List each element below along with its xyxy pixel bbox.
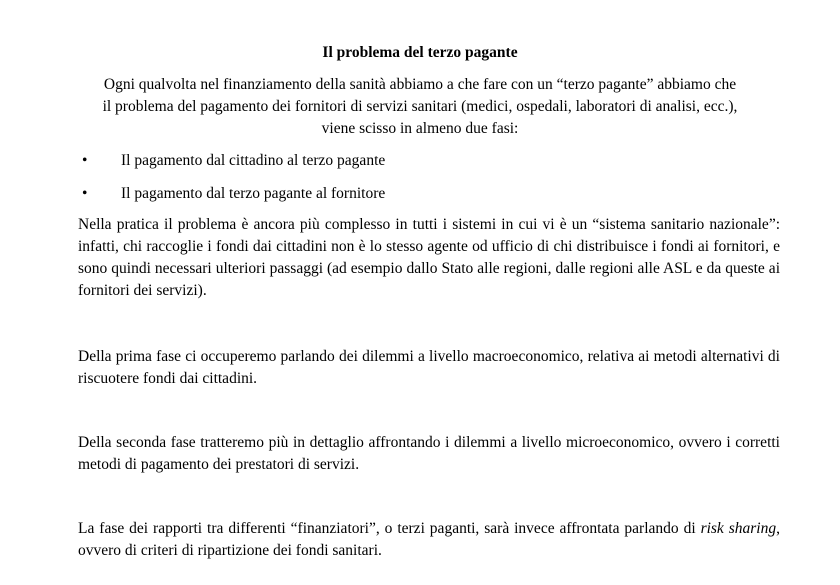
page-title: Il problema del terzo pagante (322, 44, 518, 61)
paragraph-ssn: Nella pratica il problema è ancora più complesso in tutti i sistemi in cui vi è un “sistema sanitario nazionale”: infatti, chi raccoglie i fondi dai cittadini non è lo stesso agente od ufficio di chi distribuisce i fondi ai fornitori, e sono quindi necessari ulteriori passaggi (ad esempio dallo Stato alle regioni, dalle regioni alle ASL e da queste ai fornitori dei servizi). (78, 216, 780, 299)
bullet-icon: • (82, 152, 88, 169)
paragraph-first-phase: Della prima fase ci occuperemo parlando dei dilemmi a livello macroeconomico, relativa ai metodi alternativi di riscuotere fondi dai cittadini. (78, 348, 780, 387)
paragraph-text-end: , ovvero di criteri di ripartizione dei fondi sanitari. (78, 520, 780, 559)
bullet-icon: • (82, 185, 88, 202)
list-item-text: Il pagamento dal terzo pagante al fornitore (121, 185, 386, 202)
risk-sharing-term: risk sharing (700, 520, 777, 537)
intro-paragraph: Ogni qualvolta nel finanziamento della sanità abbiamo a che fare con un “terzo pagante” abbiamo che il problema del pagamento dei fornitori di servizi sanitari (medici, ospedali, laboratori di analisi, ecc.), viene scisso in almeno due fasi: (102, 76, 738, 137)
paragraph-text-start: La fase dei rapporti tra differenti “finanziatori”, o terzi paganti, sarà invece affrontata parlando di (78, 520, 701, 537)
paragraph-risk-sharing (78, 518, 780, 562)
list-item-text: Il pagamento dal cittadino al terzo pagante (121, 152, 386, 169)
paragraph-second-phase: Della seconda fase tratteremo più in dettaglio affrontando i dilemmi a livello microeconomico, ovvero i corretti metodi di pagamento dei prestatori di servizi. (78, 434, 780, 473)
